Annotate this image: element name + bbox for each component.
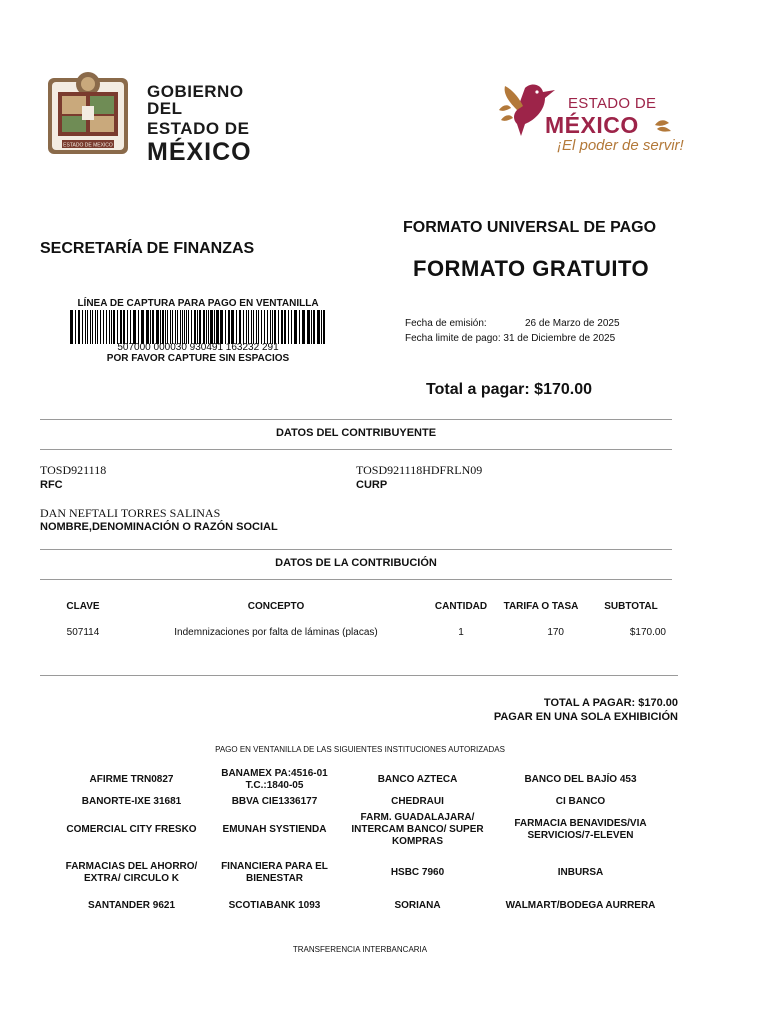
institution-item: EMUNAH SYSTIENDA [222, 824, 327, 835]
barcode-caption: LÍNEA DE CAPTURA PARA PAGO EN VENTANILLA [77, 298, 319, 309]
barcode-bar [274, 310, 276, 344]
barcode-bar [313, 310, 315, 344]
barcode-bar [248, 310, 249, 344]
institution-item: SORIANA [394, 900, 441, 911]
barcode-bar [97, 310, 98, 344]
barcode-bar [182, 310, 183, 344]
barcode-bar [206, 310, 207, 344]
barcode-bar [197, 310, 198, 344]
barcode-bar [311, 310, 312, 344]
institution-item: CHEDRAUI [391, 796, 444, 807]
estado-logo-line2: MÉXICO [545, 112, 639, 138]
barcode-bar [203, 310, 205, 344]
barcode-bar [87, 310, 88, 344]
barcode-block [68, 298, 328, 364]
divider [40, 449, 672, 450]
barcode-bar [246, 310, 247, 344]
divider [40, 419, 672, 420]
barcode-bar [253, 310, 254, 344]
institution-item: FARM. GUADALAJARA/ INTERCAM BANCO/ SUPER KOMPRAS [351, 812, 484, 847]
exhibicion-line: PAGAR EN UNA SOLA EXHIBICIÓN [493, 711, 678, 723]
barcode-bar [284, 310, 286, 344]
barcode-bar [78, 310, 80, 344]
section-title-contribuyente: DATOS DEL CONTRIBUYENTE [275, 427, 437, 439]
barcode-bar [288, 310, 289, 344]
barcode-bar [258, 310, 259, 344]
curp-value: TOSD921118HDFRLN09 [356, 463, 483, 477]
barcode-bar [270, 310, 271, 344]
total-line: TOTAL A PAGAR: $170.00 [543, 697, 678, 709]
barcode-bar [103, 310, 104, 344]
barcode-bar [177, 310, 178, 344]
barcode-bar [210, 310, 213, 344]
institution-item: COMERCIAL CITY FRESKO [66, 824, 197, 835]
barcode-bar [199, 310, 201, 344]
cell-tarifa: 170 [547, 626, 564, 638]
barcode-bar [90, 310, 91, 344]
barcode-bar [127, 310, 128, 344]
rfc-label: RFC [40, 479, 63, 491]
rfc-value: TOSD921118 [40, 463, 107, 477]
barcode-image [68, 310, 328, 344]
barcode-bar [236, 310, 237, 344]
nombre-value: DAN NEFTALI TORRES SALINAS [40, 506, 221, 520]
institution-item: AFIRME TRN0827 [89, 774, 174, 785]
divider [40, 579, 672, 580]
barcode-bar [302, 310, 305, 344]
secretaria-title: SECRETARÍA DE FINANZAS [40, 240, 255, 257]
barcode-bar [272, 310, 273, 344]
barcode-bar [307, 310, 310, 344]
barcode-bar [167, 310, 168, 344]
fecha-limite: Fecha limite de pago: 31 de Diciembre de 2025 [405, 333, 616, 344]
gov-logo-line1: GOBIERNO DEL [147, 82, 244, 118]
barcode-bar [239, 310, 241, 344]
barcode-bar [188, 310, 189, 344]
total-a-pagar: Total a pagar: $170.00 [426, 381, 592, 398]
barcode-bar [70, 310, 73, 344]
barcode-bar [323, 310, 325, 344]
fecha-emision-value: 26 de Marzo de 2025 [525, 318, 620, 329]
barcode-bar [123, 310, 125, 344]
barcode-bar [172, 310, 173, 344]
cell-subtotal: $170.00 [629, 626, 666, 638]
barcode-note: POR FAVOR CAPTURE SIN ESPACIOS [106, 353, 290, 364]
barcode-bar [261, 310, 262, 344]
table-row [40, 614, 676, 650]
cell-concepto: Indemnizaciones por falta de láminas (placas) [174, 626, 378, 638]
gobierno-logo [44, 68, 284, 166]
barcode-bar [299, 310, 300, 344]
barcode-bar [256, 310, 257, 344]
leaf-ornament-icon [653, 115, 673, 135]
barcode-bar [225, 310, 226, 344]
barcode-bar [264, 310, 265, 344]
curp-label: CURP [356, 479, 388, 491]
barcode-bar [156, 310, 159, 344]
gov-logo-line3: MÉXICO [147, 138, 252, 166]
barcode-bar [117, 310, 118, 344]
barcode-bar [184, 310, 185, 344]
transferencia-label: TRANSFERENCIA INTERBANCARIA [292, 945, 428, 954]
barcode-bar [278, 310, 279, 344]
institution-item: FARMACIA BENAVIDES/VIA SERVICIOS/7-ELEVEN [514, 818, 647, 841]
barcode-bar [152, 310, 154, 344]
barcode-bar [100, 310, 101, 344]
institution-item: FINANCIERA PARA EL BIENESTAR [221, 861, 328, 884]
institution-item: SCOTIABANK 1093 [228, 900, 321, 911]
barcode-bar [317, 310, 320, 344]
institution-item: FARMACIAS DEL AHORRO/ EXTRA/ CIRCULO K [65, 861, 198, 884]
barcode-bar [208, 310, 209, 344]
barcode-bar [111, 310, 112, 344]
institution-item: BANCO DEL BAJÍO 453 [524, 774, 637, 785]
barcode-bar [170, 310, 171, 344]
col-header-subtotal: SUBTOTAL [604, 600, 658, 612]
barcode-bar [231, 310, 234, 344]
barcode-bar [165, 310, 166, 344]
cell-cantidad: 1 [458, 626, 464, 638]
barcode-bar [267, 310, 268, 344]
barcode-bar [228, 310, 230, 344]
fecha-emision-label: Fecha de emisión: [405, 318, 487, 329]
barcode-bar [162, 310, 164, 344]
institution-item: BANAMEX PA:4516-01 T.C.:1840-05 [221, 768, 328, 791]
contribucion-table [40, 598, 676, 650]
divider [40, 675, 678, 676]
barcode-bar [220, 310, 223, 344]
estado-slogan: ¡El poder de servir! [557, 137, 684, 154]
col-header-tarifa: TARIFA O TASA [503, 600, 579, 612]
institution-item: BBVA CIE1336177 [231, 796, 318, 807]
barcode-bar [216, 310, 219, 344]
barcode-bar [109, 310, 110, 344]
barcode-bar [291, 310, 292, 344]
estado-logo [495, 80, 685, 160]
barcode-bar [294, 310, 297, 344]
coat-of-arms-seal-icon [44, 68, 136, 160]
barcode-bar [160, 310, 161, 344]
institution-item: BANCO AZTECA [377, 774, 458, 785]
barcode-number: 507000 000030 930491 163232 291 [117, 342, 279, 353]
barcode-bar [186, 310, 187, 344]
nombre-label: NOMBRE,DENOMINACIÓN O RAZÓN SOCIAL [40, 521, 278, 533]
totals-block [420, 696, 678, 724]
barcode-bar [214, 310, 215, 344]
institution-item: SANTANDER 9621 [87, 900, 176, 911]
instituciones-grid [60, 766, 672, 916]
cell-clave: 507114 [66, 626, 100, 638]
barcode-bar [180, 310, 181, 344]
section-title-contribucion: DATOS DE LA CONTRIBUCIÓN [275, 557, 437, 569]
barcode-bar [194, 310, 196, 344]
instituciones-title: PAGO EN VENTANILLA DE LAS SIGUIENTES INSTITUCIONES AUTORIZADAS [215, 745, 505, 754]
barcode-bar [92, 310, 93, 344]
barcode-bar [150, 310, 151, 344]
formato-gratuito-title: FORMATO GRATUITO [413, 256, 650, 281]
barcode-bar [82, 310, 83, 344]
seal-text: ESTADO DE MEXICO [63, 142, 113, 149]
barcode-bar [120, 310, 122, 344]
col-header-cantidad: CANTIDAD [434, 600, 488, 612]
barcode-bar [281, 310, 283, 344]
barcode-bar [251, 310, 252, 344]
col-header-clave: CLAVE [66, 600, 100, 612]
barcode-bar [138, 310, 139, 344]
barcode-bar [243, 310, 244, 344]
barcode-bar [95, 310, 96, 344]
barcode-bar [106, 310, 107, 344]
col-header-concepto: CONCEPTO [247, 600, 305, 612]
institution-item: HSBC 7960 [390, 867, 445, 878]
institution-item: CI BANCO [555, 796, 606, 807]
gov-logo-line2: ESTADO DE [147, 119, 250, 138]
barcode-bar [133, 310, 136, 344]
barcode-bar [75, 310, 76, 344]
institution-item: WALMART/BODEGA AURRERA [505, 900, 656, 911]
barcode-bar [130, 310, 131, 344]
barcode-bar [146, 310, 149, 344]
institution-item: INBURSA [557, 867, 604, 878]
barcode-bar [113, 310, 115, 344]
barcode-bar [191, 310, 192, 344]
institution-item: BANORTE-IXE 31681 [81, 796, 182, 807]
formato-title: FORMATO UNIVERSAL DE PAGO [403, 219, 657, 236]
estado-logo-line1: ESTADO DE [568, 95, 657, 112]
divider [40, 549, 672, 550]
barcode-bar [141, 310, 144, 344]
barcode-bar [175, 310, 176, 344]
table-header-row [40, 598, 676, 614]
barcode-bar [321, 310, 322, 344]
barcode-bar [85, 310, 86, 344]
